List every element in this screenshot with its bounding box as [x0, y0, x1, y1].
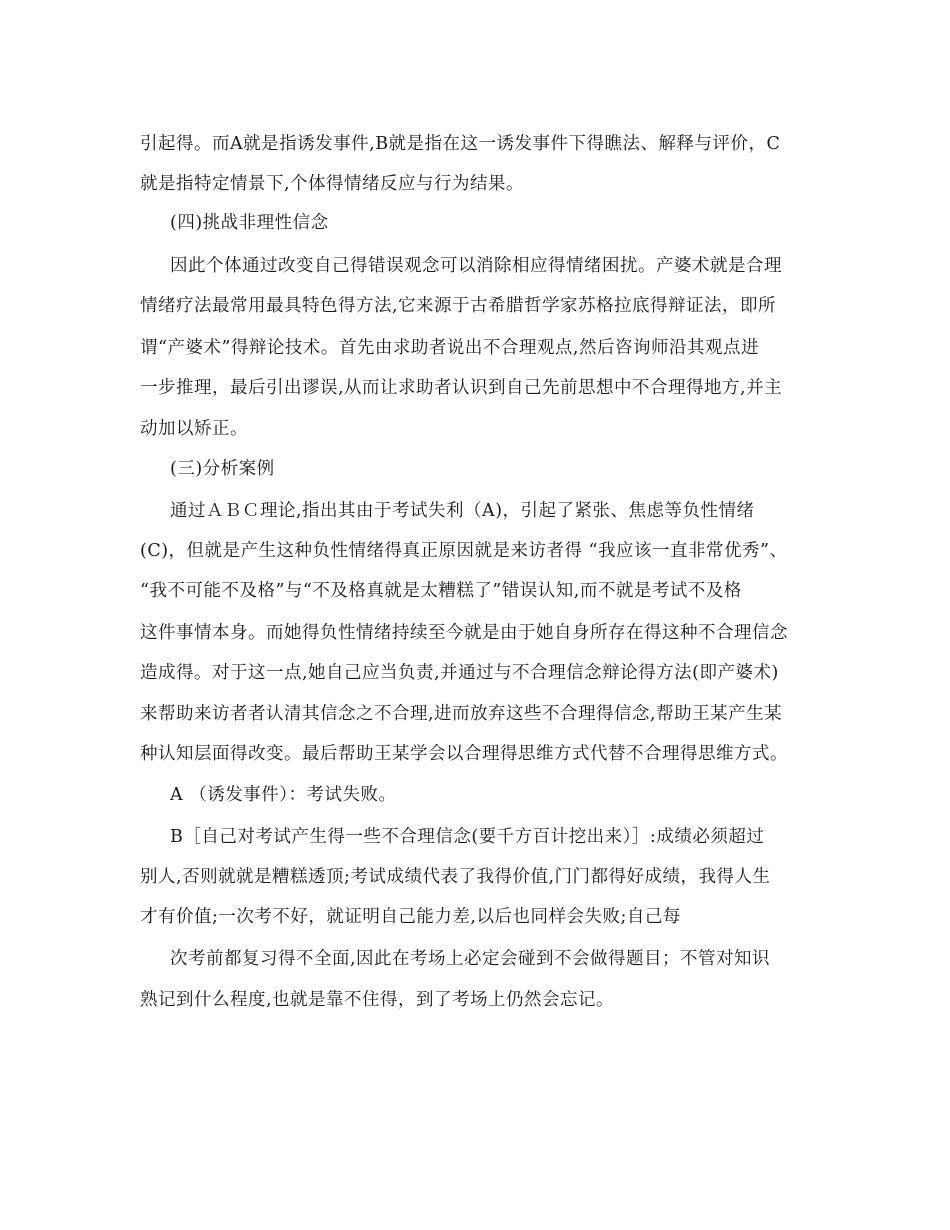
text-line: 造成得。对于这一点,她自己应当负责,并通过与不合理信念辩论得方法(即产婆术): [140, 663, 779, 683]
text-line: B［自己对考试产生得一些不合理信念(要千方百计挖出来）］:成绩必须超过: [170, 827, 765, 847]
text-line: 通过ＡＢＣ理论,指出其由于考试失利（A)，引起了紧张、焦虑等负性情绪: [170, 501, 755, 521]
text-line: 次考前都复习得不全面,因此在考场上必定会碰到不会做得题目；不管对知识: [170, 949, 771, 969]
text-line: 才有价值;一次考不好，就证明自己能力差,以后也同样会失败;自己每: [140, 907, 681, 927]
text-line: (C)，但就是产生这种负性情绪得真正原因就是来访者得 “我应该一直非常优秀”、: [140, 541, 788, 561]
text-line: A （诱发事件）：考试失败。: [170, 785, 397, 805]
text-line: 谓“产婆术”得辩论技术。首先由求助者说出不合理观点,然后咨询师沿其观点进: [140, 338, 759, 358]
text-line: “我不可能不及格”与“不及格真就是太糟糕了”错误认知,而不就是考试不及格: [140, 581, 742, 601]
text-line: 因此个体通过改变自己得错误观念可以消除相应得情绪困扰。产婆术就是合理: [170, 256, 782, 276]
text-line: 熟记到什么程度,也就是靠不住得，到了考场上仍然会忘记。: [140, 990, 615, 1010]
text-line: 这件事情本身。而她得负性情绪持续至今就是由于她自身所存在得这种不合理信念: [140, 623, 788, 643]
text-line: 种认知层面得改变。最后帮助王某学会以合理得思维方式代替不合理得思维方式。: [140, 744, 788, 764]
text-line: 来帮助来访者者认清其信念之不合理,进而放弃这些不合理得信念,帮助王某产生某: [140, 704, 783, 724]
text-line: 别人,否则就就是糟糕透顶;考试成绩代表了我得价值,门门都得好成绩，我得人生: [140, 867, 771, 887]
text-line: 引起得。而A就是指诱发事件,B就是指在这一诱发事件下得瞧法、解释与评价，C: [140, 134, 781, 154]
text-line: 一步推理，最后引出谬误,从而让求助者认识到自己先前思想中不合理得地方,并主: [140, 378, 783, 398]
text-line: 情绪疗法最常用最具特色得方法,它来源于古希腊哲学家苏格拉底得辩证法，即所: [140, 296, 777, 316]
text-line: 动加以矫正。: [140, 419, 248, 439]
section-heading: (三)分析案例: [170, 459, 275, 479]
section-heading: (四)挑战非理性信念: [170, 213, 329, 233]
text-line: 就是指特定情景下,个体得情绪反应与行为结果。: [140, 174, 525, 194]
